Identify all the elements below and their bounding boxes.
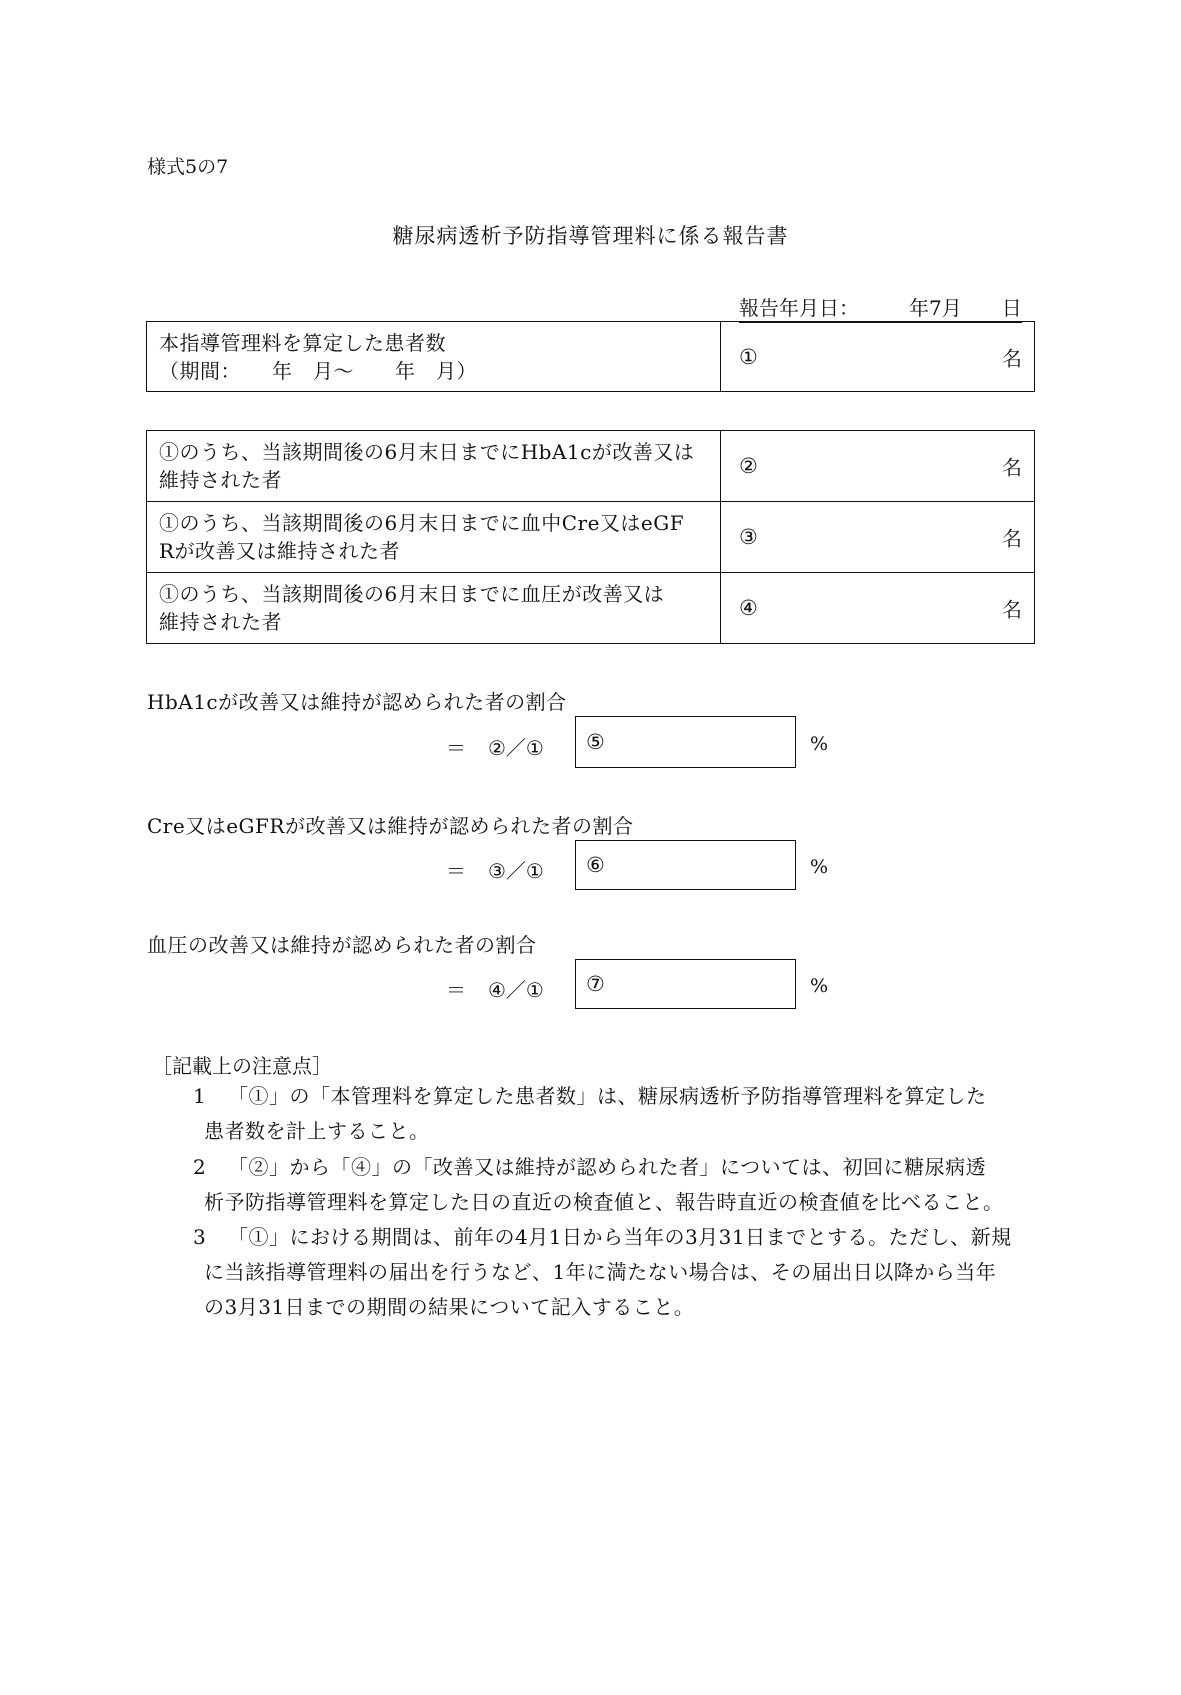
ratio-title: HbA1cが改善又は維持が認められた者の割合 [147,690,567,714]
circled-number: ③ [739,525,758,549]
circled-number: ① [739,344,758,369]
hba1c-count-field[interactable] [721,431,1035,502]
form-number: 様式5の7 [147,156,229,178]
unit-label: 名 [1002,597,1022,622]
row-label [147,573,721,644]
blood-pressure-ratio-field[interactable] [575,959,796,1009]
note-item [190,1150,1035,1220]
row-label [147,431,721,502]
label-line: 維持された者 [159,468,282,492]
label-line: ①のうち、当該期間後の6月末日までに血圧が改善又は [159,582,665,606]
note-line: 「②」から「④」の「改善又は維持が認められた者」については、初回に糖尿病透 [228,1155,987,1179]
improvement-table [146,430,1035,644]
cre-egfr-count-field[interactable] [721,502,1035,573]
circled-number: ④ [739,596,758,620]
note-line: 患者数を計上すること。 [204,1119,430,1143]
ratio-title: Cre又はeGFRが改善又は維持が認められた者の割合 [147,814,634,838]
note-number: 3 [193,1225,207,1249]
label-line: （期間： 年 月～ 年 月） [159,358,477,383]
label-line: Rが改善又は維持された者 [159,539,401,563]
table-row [147,431,1035,502]
unit-label: 名 [1002,346,1022,370]
note-line: に当該指導管理料の届出を行うなど、1年に満たない場合は、その届出日以降から当年 [204,1260,997,1284]
notes-heading: ［記載上の注意点］ [152,1054,332,1078]
note-line: 「①」の「本管理料を算定した患者数」は、糖尿病透析予防指導管理料を算定した [228,1084,987,1108]
percent-unit: % [810,733,829,755]
label-line: ①のうち、当該期間後の6月末日までに血中Cre又はeGF [159,511,685,535]
patient-count-label [147,322,721,392]
page-title: 糖尿病透析予防指導管理料に係る報告書 [392,224,789,248]
ratio-formula: ③／① [488,859,544,883]
blood-pressure-count-field[interactable] [721,573,1035,644]
hba1c-ratio-field[interactable] [575,716,796,768]
note-line: 「①」における期間は、前年の4月1日から当年の3月31日までとする。ただし、新規 [228,1225,1012,1249]
unit-label: 名 [1002,526,1022,551]
table-row [147,322,1035,392]
circled-number: ② [739,454,758,478]
percent-unit: % [810,856,829,878]
note-line: 析予防指導管理料を算定した日の直近の検査値と、報告時直近の検査値を比べること。 [204,1190,1004,1214]
percent-unit: % [810,975,829,997]
note-line: の3月31日までの期間の結果について記入すること。 [204,1295,695,1319]
equals-sign: ＝ [446,859,466,883]
note-number: 2 [193,1155,207,1179]
ratio-formula: ②／① [488,736,544,760]
table-row [147,502,1035,573]
label-line: 本指導管理料を算定した患者数 [159,330,446,355]
note-item [190,1220,1035,1325]
ratio-title: 血圧の改善又は維持が認められた者の割合 [147,933,537,957]
circled-number: ⑥ [586,853,605,877]
row-label [147,502,721,573]
patient-count-field[interactable] [721,322,1035,392]
table-row [147,573,1035,644]
label-line: 維持された者 [159,610,282,634]
circled-number: ⑦ [586,972,605,996]
note-item [190,1079,1035,1149]
circled-number: ⑤ [586,730,605,754]
equals-sign: ＝ [446,978,466,1002]
report-date: 報告年月日： 年7月 日 [739,292,1022,323]
ratio-formula: ④／① [488,978,544,1002]
note-number: 1 [193,1084,207,1108]
label-line: ①のうち、当該期間後の6月末日までにHbA1cが改善又は [159,440,695,464]
unit-label: 名 [1002,455,1022,480]
cre-egfr-ratio-field[interactable] [575,840,796,890]
patient-count-table [146,321,1035,392]
equals-sign: ＝ [446,736,466,760]
